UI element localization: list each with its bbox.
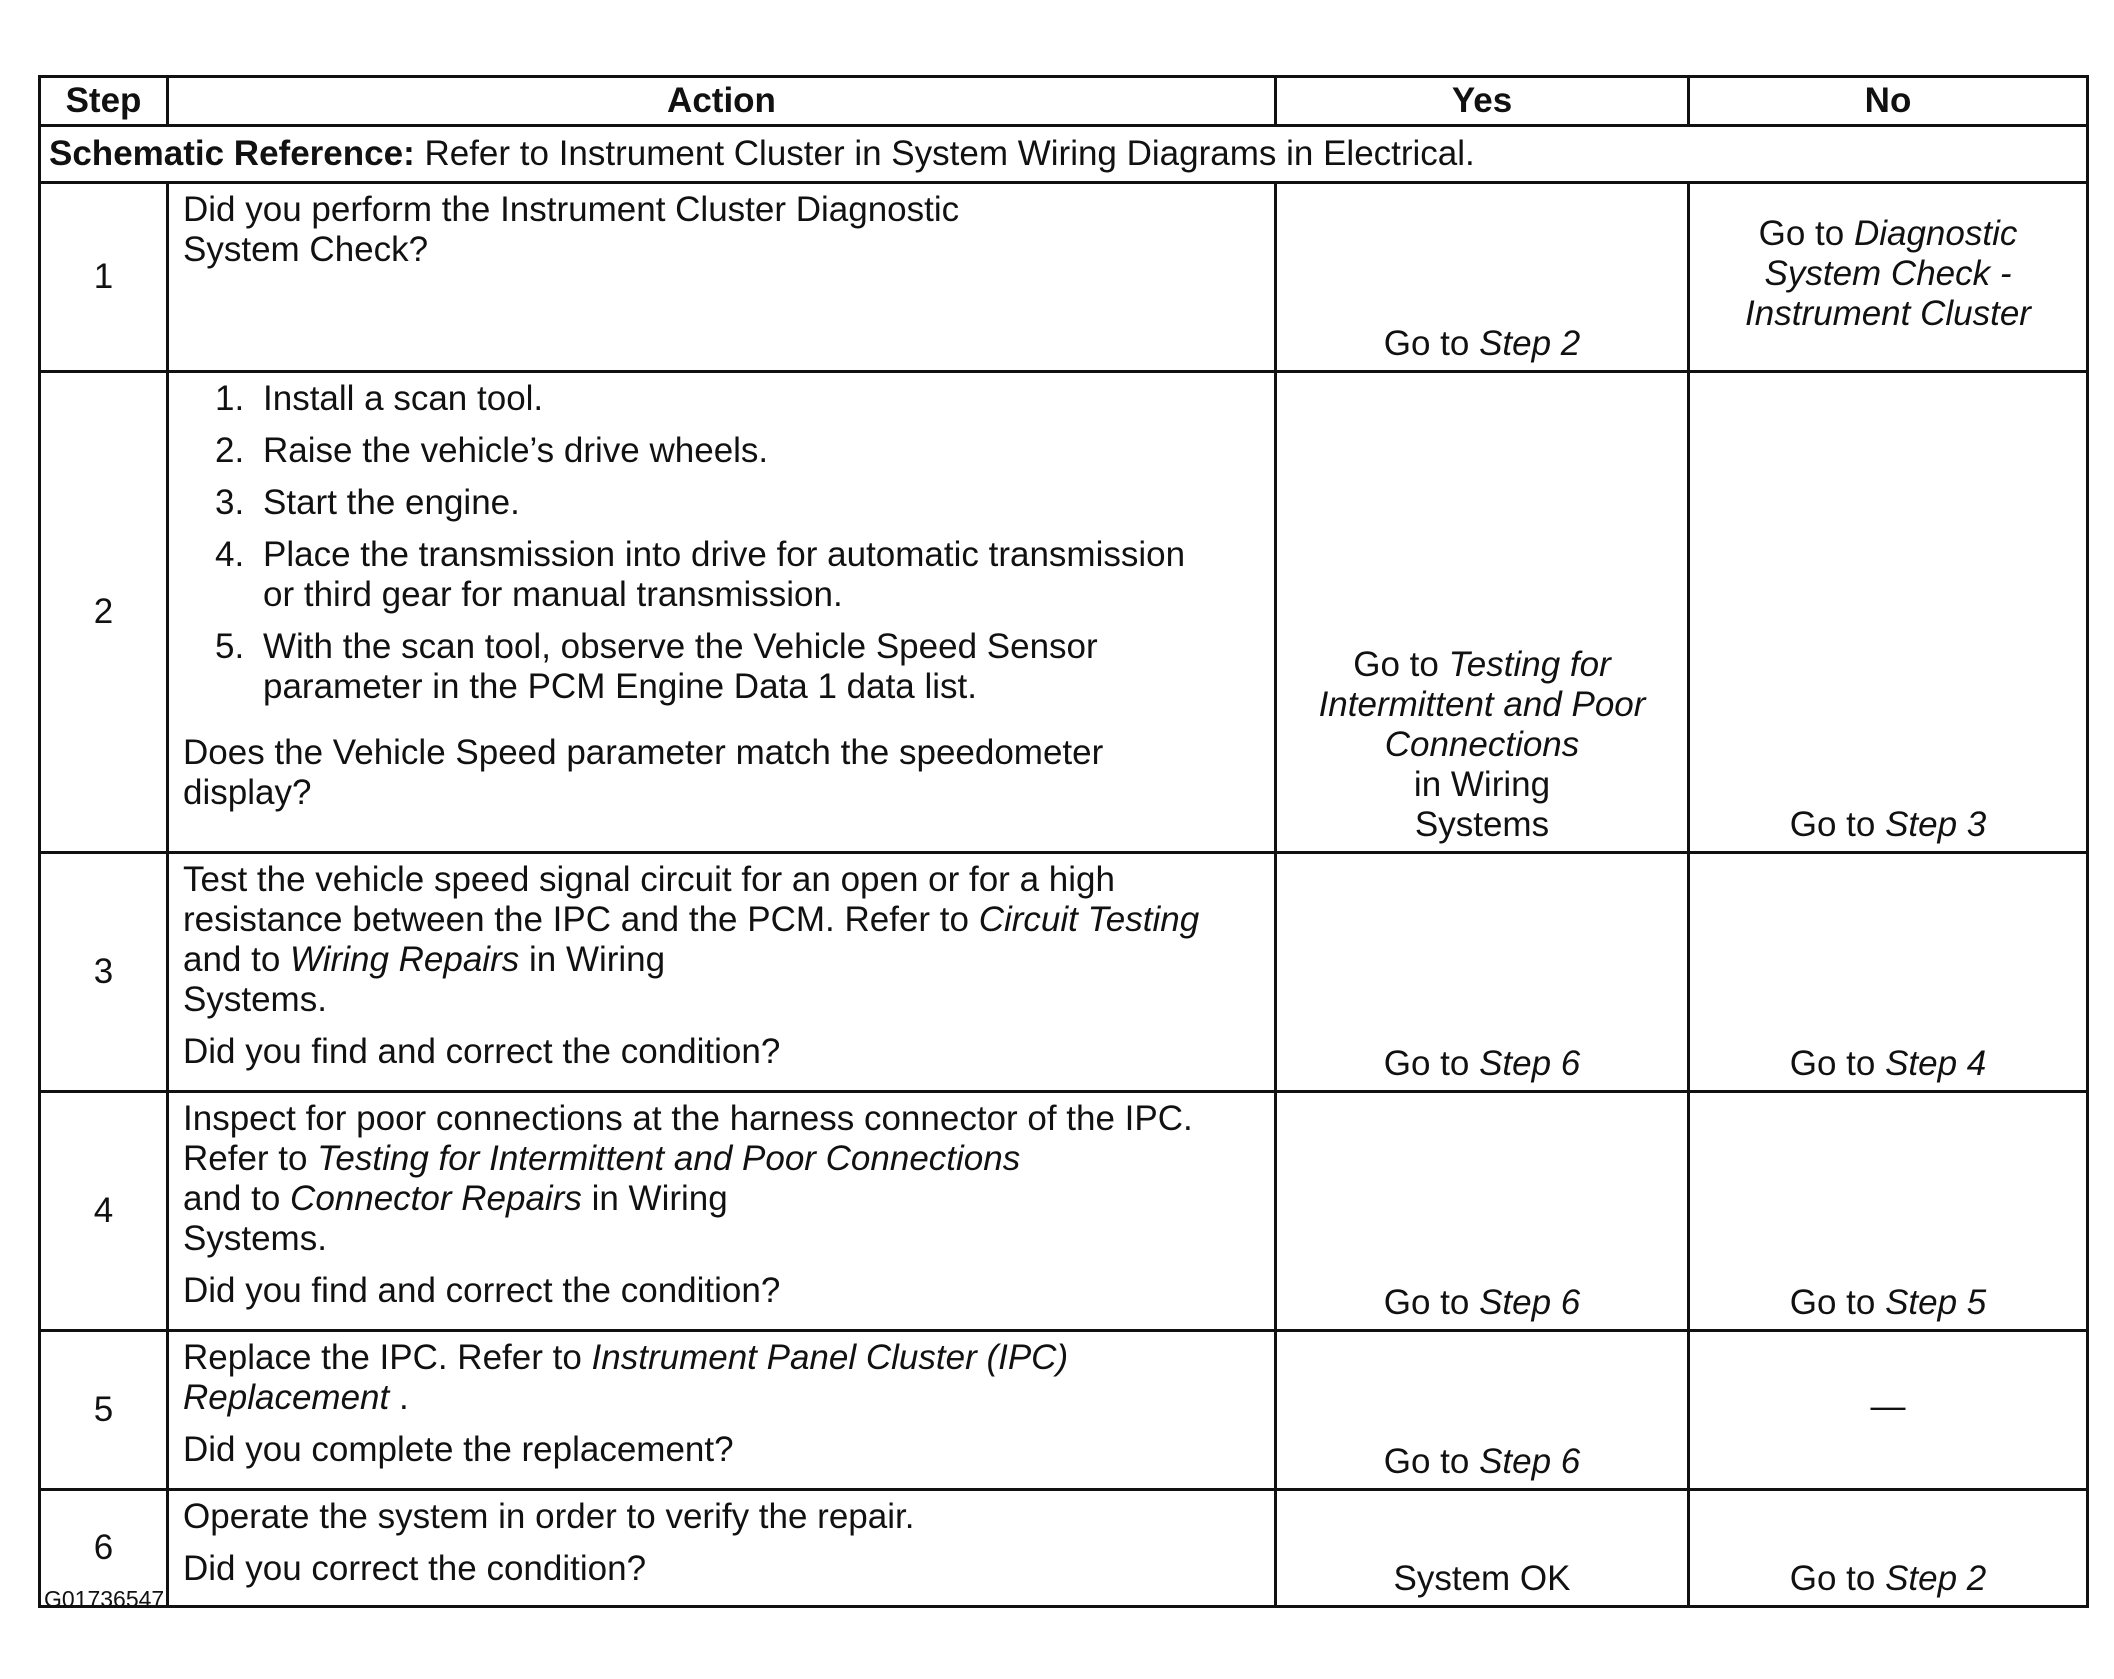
list-item <box>215 483 1264 523</box>
table-row <box>40 853 2088 1092</box>
go-to-prefix: Go to <box>1353 645 1439 684</box>
system-ok-text: System OK <box>1393 1559 1571 1598</box>
action-text-segment: Replace the IPC. Refer to <box>183 1338 582 1377</box>
procedure-link[interactable]: Connector Repairs <box>290 1179 582 1218</box>
table-row <box>40 1331 2088 1490</box>
schematic-reference-row <box>40 126 2088 183</box>
action-question: Did you correct the condition? <box>183 1549 647 1588</box>
procedure-link[interactable]: Diagnostic <box>1853 214 2018 253</box>
step-link[interactable]: Step 4 <box>1885 1044 1987 1083</box>
action-text <box>183 1338 1264 1378</box>
procedure-link[interactable]: Instrument Panel Cluster (IPC) <box>591 1338 1069 1377</box>
list-item-number: 4. <box>215 535 245 574</box>
procedure-link[interactable]: Connections <box>1384 725 1580 764</box>
schematic-reference-label: Schematic Reference: <box>49 134 415 173</box>
action-text-segment: and to <box>183 940 281 979</box>
procedure-link[interactable]: Wiring Repairs <box>290 940 520 979</box>
list-item-text: Start the engine. <box>263 483 520 522</box>
yes-cell <box>1276 372 1689 853</box>
action-cell <box>168 1490 1276 1607</box>
action-question: display? <box>183 773 312 812</box>
procedure-link[interactable]: Circuit Testing <box>978 900 1200 939</box>
step-link[interactable]: Step 6 <box>1479 1283 1581 1322</box>
list-item <box>215 627 1264 707</box>
action-text: Systems. <box>183 980 327 1019</box>
yes-cell <box>1276 1092 1689 1331</box>
action-question: Did you find and correct the condition? <box>183 1032 781 1071</box>
action-text: Inspect for poor connections at the harness connector of the IPC. <box>183 1099 1193 1138</box>
action-cell <box>168 853 1276 1092</box>
go-to-prefix: Go to <box>1789 1044 1876 1083</box>
step-number: 3 <box>40 853 168 1092</box>
action-text <box>183 940 1264 980</box>
list-item <box>215 431 1264 471</box>
go-to-prefix: Go to <box>1383 1044 1470 1083</box>
list-item-text: or third gear for manual transmission. <box>263 575 843 614</box>
step-number: 5 <box>40 1331 168 1490</box>
list-item-text: Raise the vehicle’s drive wheels. <box>263 431 769 470</box>
procedure-location: Systems <box>1414 805 1550 844</box>
diagnostic-table <box>38 75 2089 1608</box>
action-text <box>183 1378 1264 1418</box>
procedure-location: in Wiring <box>1413 765 1551 804</box>
header-step: Step <box>40 77 168 126</box>
step-link[interactable]: Step 3 <box>1885 805 1987 844</box>
action-text-segment: Refer to <box>183 1139 308 1178</box>
list-item <box>215 379 1264 419</box>
step-link[interactable]: Step 2 <box>1885 1559 1987 1598</box>
list-item <box>215 535 1264 615</box>
list-item-text: With the scan tool, observe the Vehicle Speed Sensor <box>263 627 1098 666</box>
action-text: Did you perform the Instrument Cluster Diagnostic <box>183 190 960 229</box>
go-to-prefix: Go to <box>1789 1559 1876 1598</box>
step-link[interactable]: Step 2 <box>1479 324 1581 363</box>
action-text-segment: in Wiring <box>581 1179 728 1218</box>
no-cell <box>1689 853 2088 1092</box>
step-number: 2 <box>40 372 168 853</box>
header-no: No <box>1689 77 2088 126</box>
go-to-prefix: Go to <box>1383 324 1470 363</box>
table-row <box>40 372 2088 853</box>
figure-id: G01736547 <box>44 1586 165 1612</box>
go-to-prefix: Go to <box>1383 1442 1470 1481</box>
action-text: Operate the system in order to verify the repair. <box>183 1497 915 1536</box>
procedure-link[interactable]: Testing for Intermittent and Poor Connections <box>317 1139 1021 1178</box>
yes-cell <box>1276 853 1689 1092</box>
header-action: Action <box>168 77 1276 126</box>
go-to-prefix: Go to <box>1789 1283 1876 1322</box>
action-cell <box>168 1331 1276 1490</box>
yes-cell <box>1276 1490 1689 1607</box>
no-action-dash: — <box>1870 1387 1906 1426</box>
action-text: System Check? <box>183 230 429 269</box>
list-item-number: 3. <box>215 483 245 522</box>
yes-cell <box>1276 183 1689 372</box>
header-yes: Yes <box>1276 77 1689 126</box>
table-row <box>40 1490 2088 1607</box>
no-cell <box>1689 1490 2088 1607</box>
header-row <box>40 77 2088 126</box>
list-item-number: 1. <box>215 379 245 418</box>
step-link[interactable]: Step 6 <box>1479 1442 1581 1481</box>
procedure-link[interactable]: System Check - <box>1764 254 2012 293</box>
action-text-segment: resistance between the IPC and the PCM. Refer to <box>183 900 969 939</box>
list-item-number: 2. <box>215 431 245 470</box>
step-number: 6 <box>40 1490 168 1607</box>
action-text <box>183 900 1264 940</box>
go-to-prefix: Go to <box>1383 1283 1470 1322</box>
action-cell <box>168 183 1276 372</box>
procedure-link[interactable]: Testing for <box>1448 645 1611 684</box>
procedure-link[interactable]: Replacement <box>183 1378 390 1417</box>
step-number: 4 <box>40 1092 168 1331</box>
procedure-link[interactable]: Intermittent and Poor <box>1318 685 1646 724</box>
no-cell <box>1689 1092 2088 1331</box>
step-link[interactable]: Step 6 <box>1479 1044 1581 1083</box>
table-row <box>40 183 2088 372</box>
action-text-segment: in Wiring <box>519 940 666 979</box>
action-cell <box>168 372 1276 853</box>
go-to-prefix: Go to <box>1789 805 1876 844</box>
list-item-text: Place the transmission into drive for automatic transmission <box>263 535 1186 574</box>
action-steps-list <box>183 379 1264 707</box>
yes-cell <box>1276 1331 1689 1490</box>
action-question: Did you complete the replacement? <box>183 1430 734 1469</box>
action-text: Systems. <box>183 1219 327 1258</box>
list-item-text: Install a scan tool. <box>263 379 544 418</box>
schematic-reference-text: Refer to Instrument Cluster in System Wiring Diagrams in Electrical. <box>424 134 1475 173</box>
go-to-prefix: Go to <box>1758 214 1845 253</box>
procedure-link[interactable]: Instrument Cluster <box>1745 294 2031 333</box>
action-text: Test the vehicle speed signal circuit for an open or for a high <box>183 860 1115 899</box>
action-text <box>183 1179 1264 1219</box>
action-text <box>183 1139 1264 1179</box>
action-question: Does the Vehicle Speed parameter match the speedometer <box>183 733 1104 772</box>
list-item-number: 5. <box>215 627 245 666</box>
no-cell <box>1689 183 2088 372</box>
action-question: Did you find and correct the condition? <box>183 1271 781 1310</box>
action-cell <box>168 1092 1276 1331</box>
step-link[interactable]: Step 5 <box>1885 1283 1987 1322</box>
action-text-segment: . <box>389 1378 409 1417</box>
step-number: 1 <box>40 183 168 372</box>
list-item-text: parameter in the PCM Engine Data 1 data list. <box>263 667 977 706</box>
action-text-segment: and to <box>183 1179 281 1218</box>
table-row <box>40 1092 2088 1331</box>
no-cell <box>1689 372 2088 853</box>
no-cell <box>1689 1331 2088 1490</box>
schematic-reference <box>40 126 2088 183</box>
